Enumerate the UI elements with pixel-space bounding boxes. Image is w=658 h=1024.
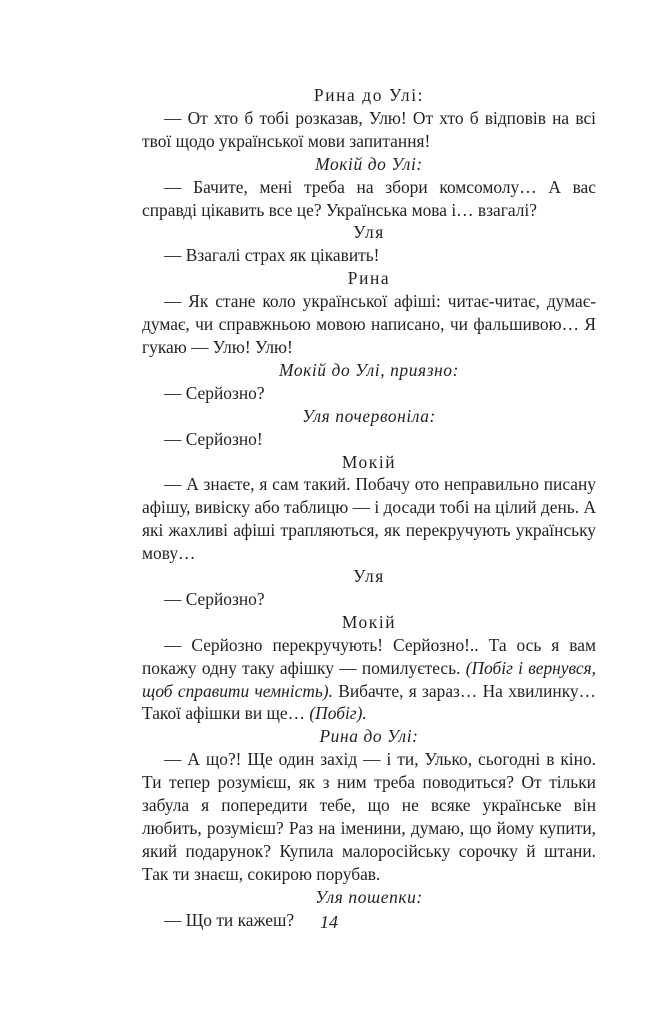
play-text <box>142 84 596 932</box>
speech-line: — От хто б тобі розказав, Улю! От хто б відповів на всі твої щодо української мови запитання! <box>142 107 596 151</box>
page-number: 14 <box>320 912 338 932</box>
speech-line: — Як стане коло української афіші: читає-читає, думає-думає, чи справжньою мовою написано, чи фальшивою… Я гукаю — Улю! Улю! <box>142 291 596 357</box>
stage-direction: Рина до Улі: <box>319 726 419 747</box>
speech-line: — Серйозно! <box>164 428 263 449</box>
speaker-line: Мокій <box>341 611 397 632</box>
speech-line: — А що?! Ще один захід — і ти, Улько, сьогодні в кіно. Ти тепер розумієш, як з ним треба поводиться? От тільки забула я попередити тебе, що не всяке українське він любить, розумієш? Раз на іменини, думаю, що йому купити, який подарунок? Купила малоросійську сорочку й штани. Так ти знаєш, сокирою порубав. <box>142 749 596 884</box>
speech-line-with-remarks <box>142 634 596 726</box>
speaker-line: Мокій <box>341 451 397 472</box>
speech-line: — Бачите, мені треба на збори комсомолу… А вас справді цікавить все це? Українська мова і… взагалі? <box>142 176 596 220</box>
speech-segment: Вибачте, я зараз… На хвилинку… Такої афішки ви ще… <box>142 680 596 724</box>
stage-remark: (Побіг). <box>309 703 367 724</box>
speech-line: — А знаєте, я сам такий. Побачу ото неправильно писану афішу, вивіску або таблицю — і досади тобі на цілий день. А які жахливі афіші трапляються, як перекручують українську мову… <box>142 474 596 564</box>
speaker-line: Уля <box>353 222 385 243</box>
speaker-line: Рина <box>347 268 391 289</box>
speech-line: — Серйозно? <box>164 588 265 609</box>
speech-line: — Взагалі страх як цікавить! <box>164 245 380 266</box>
stage-direction: Мокій до Улі, приязно: <box>279 359 459 380</box>
stage-remark: (Побіг і вернувся, щоб справити чемність). <box>142 657 596 701</box>
speech-line: — Серйозно? <box>164 382 265 403</box>
stage-direction: Мокій до Улі: <box>315 153 423 174</box>
speaker-line: Уля <box>353 566 385 587</box>
stage-direction: Уля почервоніла: <box>302 405 436 426</box>
stage-direction: Уля пошепки: <box>315 886 423 907</box>
speaker-line: Рина до Улі: <box>313 85 425 105</box>
speech-segment: — Серйозно перекручують! Серйозно!.. Та ось я вам покажу одну таку афішку — помилуєтесь. <box>142 634 596 678</box>
speech-line: — Що ти кажеш? <box>164 909 295 930</box>
